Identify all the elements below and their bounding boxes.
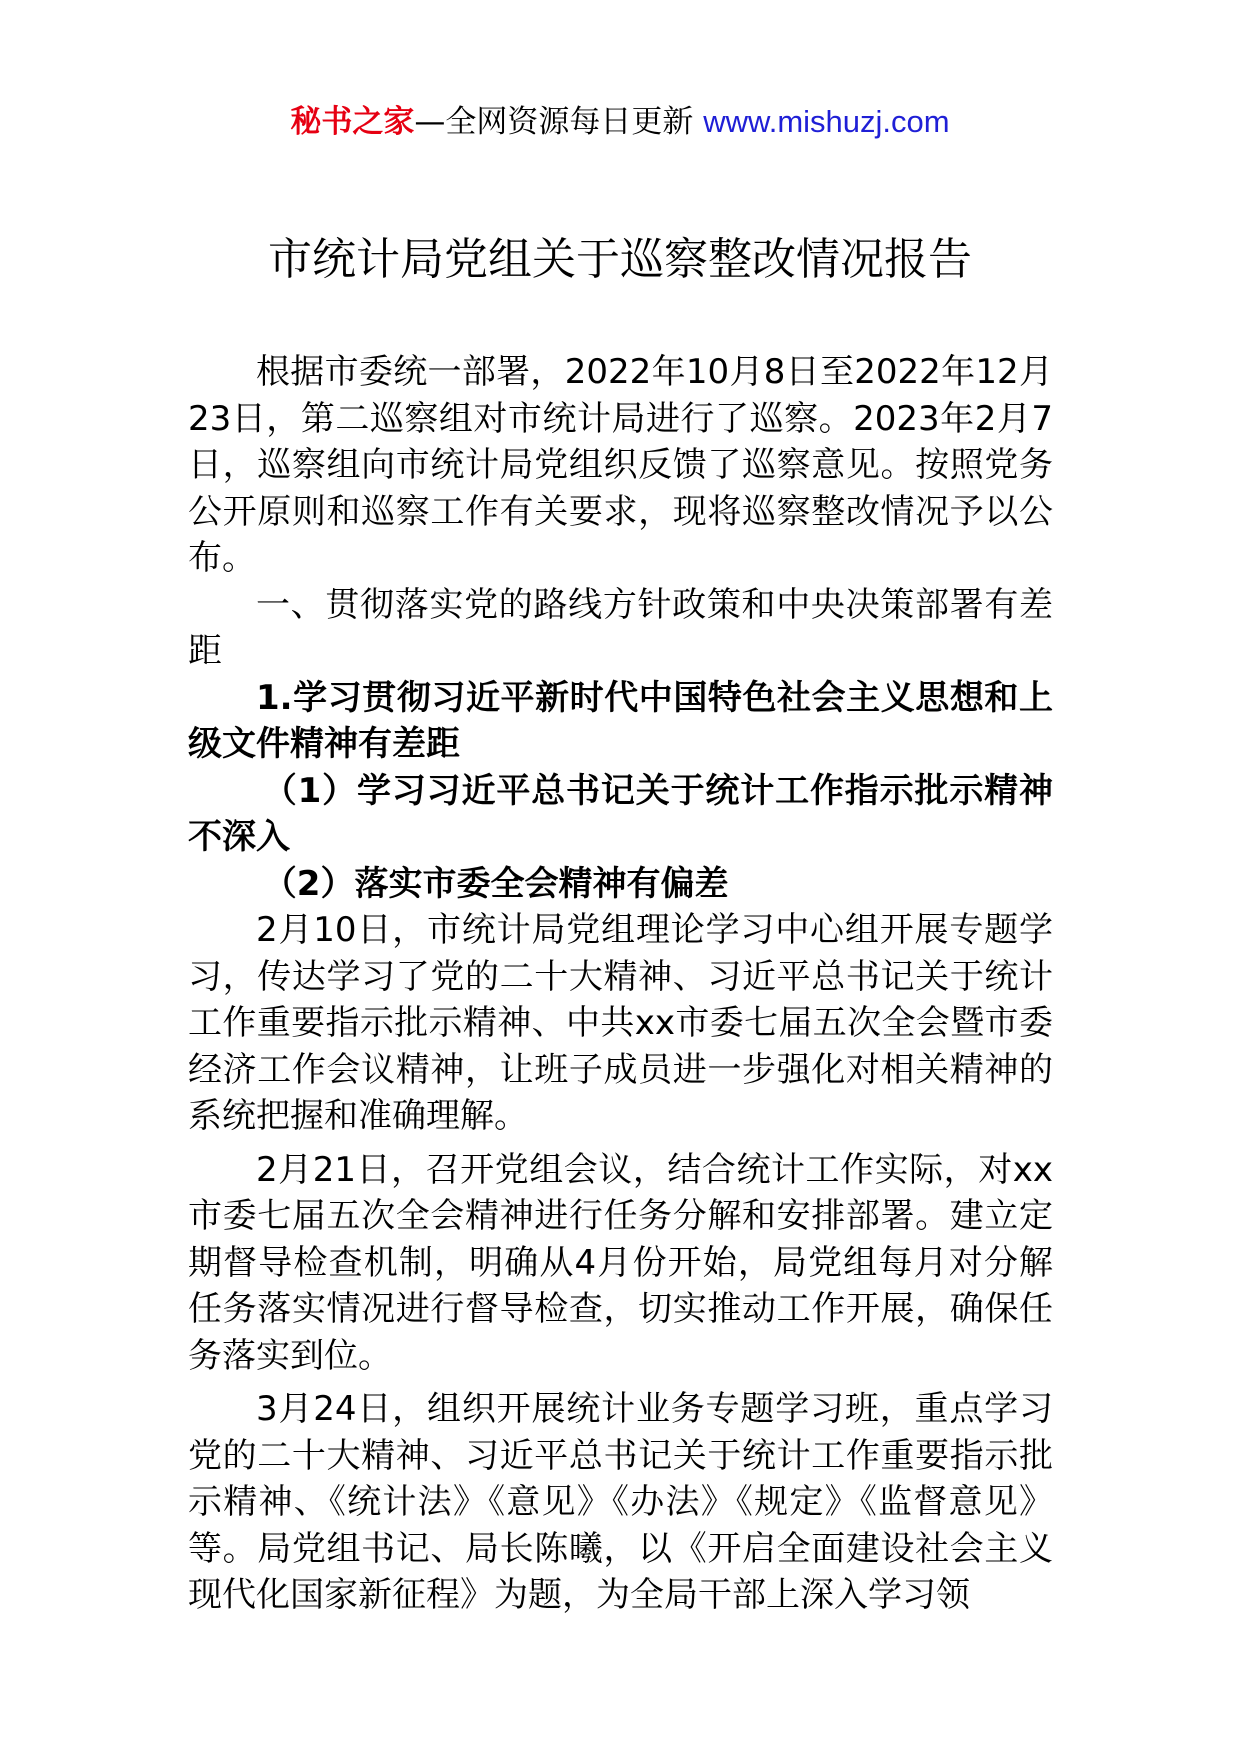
site-slogan: —全网资源每日更新	[414, 104, 704, 140]
site-url-link[interactable]: www.mishuzj.com	[703, 104, 950, 139]
document-title: 市统计局党组关于巡察整改情况报告	[268, 234, 972, 285]
section-heading-1: 一、贯彻落实党的路线方针政策和中央决策部署有差距	[188, 584, 1053, 671]
body-paragraph: 2月10日，市统计局党组理论学习中心组开展专题学习，传达学习了党的二十大精神、习近平总书记关于统计工作重要指示批示精神、中共xx市委七届五次全会暨市委经济工作会议精神，让班子成员进一步强化对相关精神的系统把握和准确理解。	[188, 910, 1053, 1136]
item-heading-2: （2）落实市委全会精神有偏差	[262, 863, 729, 904]
body-paragraph: 3月24日，组织开展统计业务专题学习班，重点学习党的二十大精神、习近平总书记关于统计工作重要指示批示精神、《统计法》《意见》《办法》《规定》《监督意见》等。局党组书记、局长陈曦，以《开启全面建设社会主义现代化国家新征程》为题，为全局干部上深入学习领	[188, 1389, 1053, 1615]
site-brand: 秘书之家	[290, 104, 415, 140]
body-paragraph: 2月21日，召开党组会议，结合统计工作实际，对xx市委七届五次全会精神进行任务分解和安排部署。建立定期督导检查机制，明确从4月份开始，局党组每月对分解任务落实情况进行督导检查，切实推动工作开展，确保任务落实到位。	[188, 1149, 1053, 1376]
subsection-heading-1: 1.学习贯彻习近平新时代中国特色社会主义思想和上级文件精神有差距	[188, 677, 1053, 764]
document-body	[188, 349, 1053, 1619]
intro-paragraph: 根据市委统一部署，2022年10月8日至2022年12月23日，第二巡察组对市统计局进行了巡察。2023年2月7日，巡察组向市统计局党组织反馈了巡察意见。按照党务公开原则和巡察工作有关要求，现将巡察整改情况予以公布。	[188, 352, 1053, 578]
item-heading-1: （1）学习习近平总书记关于统计工作指示批示精神不深入	[188, 770, 1053, 857]
site-banner	[0, 100, 1240, 144]
